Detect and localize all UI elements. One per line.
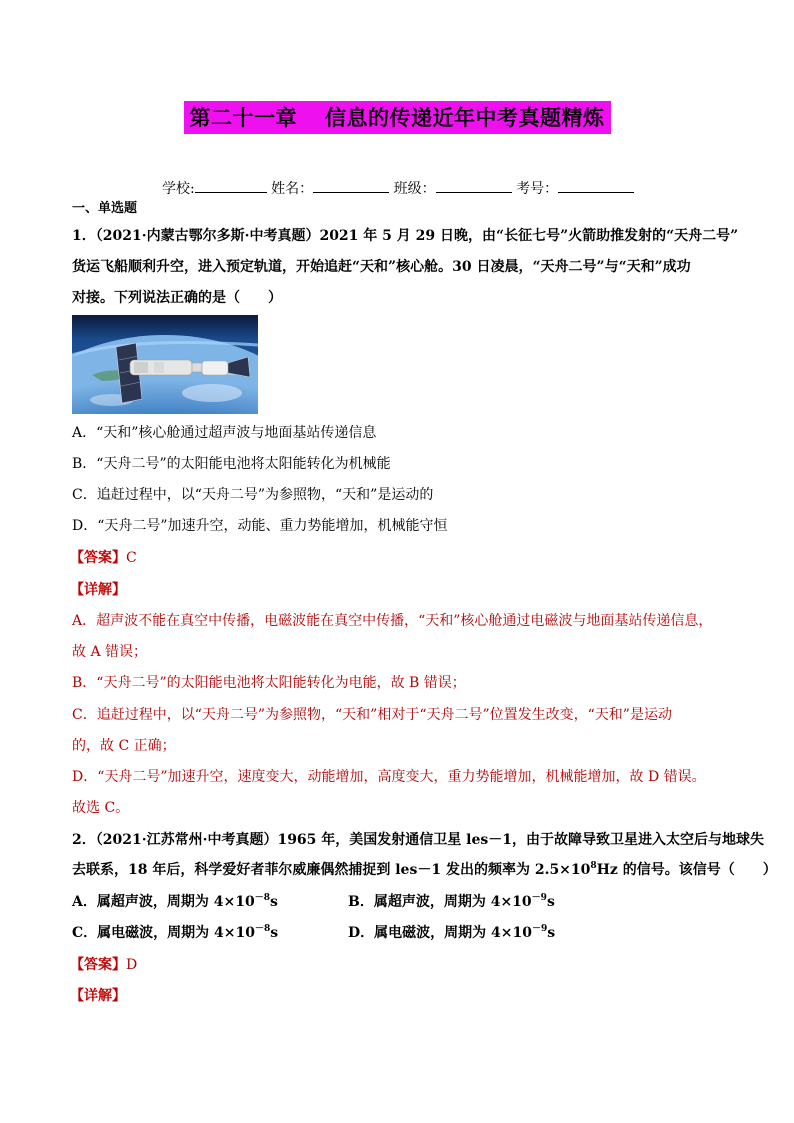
q2-stem-line1: 2．（2021·江苏常州·中考真题）1965 年，美国发射通信卫星 les－1，由于故障导致卫星进入太空后与地球失 [72,832,765,848]
q1-answer-label: 【答案】 [70,550,126,566]
number-blank[interactable] [558,178,634,193]
q1-stem-line2: 货运飞船顺利升空，进入预定轨道，开始追赶“天和”核心舱。30 日凌晨，“天舟二号”与“天和”成功 [72,259,691,275]
q1-answer [70,548,137,568]
section-heading: 一、单选题 [72,201,138,216]
q1-stem-line1: 1．（2021·内蒙古鄂尔多斯·中考真题）2021 年 5 月 29 日晚，由“长征七号”火箭助推发射的“天舟二号” [72,228,739,244]
q1-option-c: C．追赶过程中，以“天舟二号”为参照物，“天和”是运动的 [72,487,434,503]
q2-answer-value: D [126,957,138,973]
q1-explanation-7: 故选 C。 [72,800,130,816]
q1-option-b: B．“天舟二号”的太阳能电池将太阳能转化为机械能 [72,456,391,472]
class-blank[interactable] [436,178,512,193]
q2-stem-line2: 去联系，18 年后，科学爱好者菲尔威廉偶然捕捉到 les－1 发出的频率为 $2.5\times 10^8Hz$ 的信号。该信号（ ） [72,861,777,878]
q1-option-d: D．“天舟二号”加速升空，动能、重力势能增加，机械能守恒 [72,518,448,534]
q2-option-d: D．属电磁波，周期为 $4\times 10^{-9}s$ [348,924,556,941]
q1-explanation-6: D．“天舟二号”加速升空，速度变大，动能增加，高度变大，重力势能增加，机械能增加，故 D 错误。 [72,769,706,785]
q1-option-a: A．“天和”核心舱通过超声波与地面基站传递信息 [72,425,377,441]
q2-answer [70,955,137,975]
q1-explanation-3: B．“天舟二号”的太阳能电池将太阳能转化为电能，故 B 错误； [72,675,466,691]
page-title: 第二十一章 信息的传递近年中考真题精炼 [184,101,611,134]
q2-detail-label: 【详解】 [70,988,126,1004]
q2-option-b: B．属超声波，周期为 $4\times 10^{-9}s$ [348,893,555,910]
q2-option-a: A．属超声波，周期为 $4\times 10^{-8}s$ [72,893,278,910]
q1-stem-line3: 对接。下列说法正确的是（ ） [72,290,282,306]
title-wrap [0,101,794,134]
name-blank[interactable] [313,178,389,193]
school-blank[interactable] [195,178,267,193]
q1-explanation-1: A．超声波不能在真空中传播，电磁波能在真空中传播，“天和”核心舱通过电磁波与地面基站传递信息， [72,613,713,629]
space-station-image [72,315,258,414]
space-station-illustration [72,315,258,414]
class-label: 班级： [393,181,436,197]
school-label: 学校: [162,181,195,197]
q2-option-c: C．属电磁波，周期为 $4\times 10^{-8}s$ [72,924,279,941]
number-label: 考号： [516,181,559,197]
core-module [130,360,202,375]
q1-explanation-2: 故 A 错误； [72,644,148,660]
q1-explanation-4: C．追赶过程中，以“天舟二号”为参照物，“天和”相对于“天舟二号”位置发生改变，“天和”是运动 [72,707,672,723]
q1-answer-value: C [126,550,137,566]
name-label: 姓名： [271,181,314,197]
q1-detail-label: 【详解】 [70,582,126,598]
q2-answer-label: 【答案】 [70,957,126,973]
q1-explanation-5: 的，故 C 正确； [72,738,176,754]
info-row [162,178,634,199]
